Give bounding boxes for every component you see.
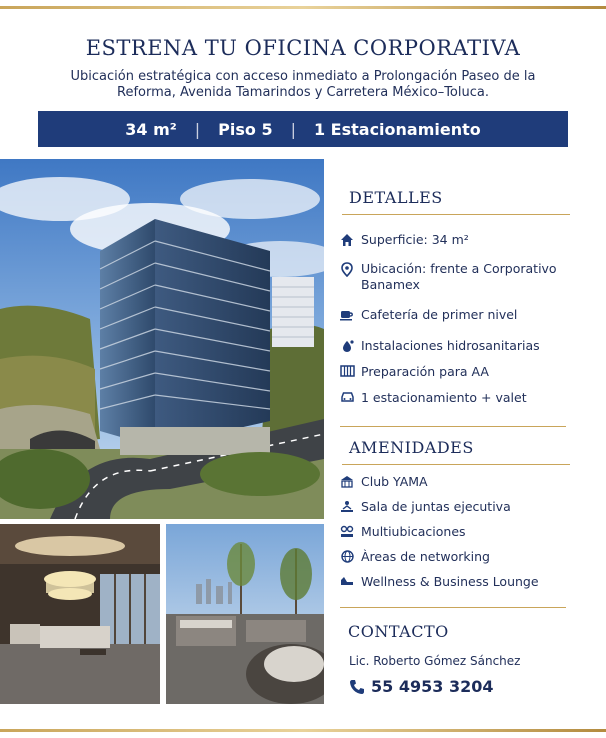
amenity-row (338, 474, 570, 490)
amenity-item-meeting (338, 499, 570, 515)
car-icon (338, 391, 356, 403)
bottom-gold-border (0, 729, 606, 732)
contact-title: CONTACTO (348, 622, 449, 641)
highlight-separator: | (194, 119, 201, 139)
amenities-divider (342, 464, 570, 465)
amenity-text: Àreas de networking (361, 549, 490, 564)
amenity-item-lounge (338, 574, 570, 590)
highlights-bar (38, 111, 568, 147)
highlight-separator: | (290, 119, 296, 139)
air-conditioning-icon (338, 365, 356, 377)
detail-text: Superficie: 34 m² (361, 232, 469, 247)
amenity-text: Wellness & Business Lounge (361, 574, 539, 589)
detail-text: Instalaciones hidrosanitarias (361, 338, 540, 353)
amenity-item-club (338, 474, 570, 490)
amenity-row (338, 524, 570, 540)
page-subtitle: Ubicación estratégica con acceso inmediato a Prolongación Paseo de la Reforma, Avenida Tamarindos y Carretera México–Toluca. (70, 69, 536, 100)
detail-row (338, 390, 570, 406)
phone-icon (349, 679, 365, 695)
contact-phone[interactable] (349, 677, 493, 696)
details-title: DETALLES (349, 188, 443, 207)
amenity-text: Multiubicaciones (361, 524, 466, 539)
detail-text: Cafetería de primer nivel (361, 307, 518, 322)
details-divider (342, 214, 570, 215)
detail-text: 1 estacionamiento + valet (361, 390, 527, 405)
amenity-item-networking (338, 549, 570, 565)
highlight-area: 34 m² (125, 119, 177, 139)
coffee-cup-icon (338, 308, 356, 321)
contact-name: Lic. Roberto Gómez Sánchez (349, 654, 521, 668)
building-photo (0, 159, 324, 519)
detail-item-plumbing (338, 338, 570, 354)
detail-item-cafe (338, 307, 570, 323)
detail-text: Ubicación: frente a Corporativo Banamex (361, 261, 557, 292)
details-list (338, 232, 570, 252)
water-drop-icon (338, 339, 356, 353)
building-icon (338, 475, 356, 488)
section-divider (340, 607, 566, 608)
amenity-row (338, 574, 570, 590)
detail-item-ac (338, 364, 570, 380)
page-title: ESTRENA TU OFICINA CORPORATIVA (85, 36, 521, 60)
top-gold-border (0, 6, 606, 9)
lobby-photo (0, 524, 160, 704)
meeting-icon (338, 500, 356, 513)
detail-row (338, 338, 570, 354)
amenity-row (338, 549, 570, 565)
lounge-icon (338, 575, 356, 587)
location-pin-icon (338, 262, 356, 277)
phone-number: 55 4953 3204 (371, 677, 494, 696)
amenity-row (338, 499, 570, 515)
multi-location-icon (338, 525, 356, 538)
detail-item-parking (338, 390, 570, 406)
detail-row (338, 261, 570, 293)
section-divider (340, 426, 566, 427)
highlight-parking: 1 Estacionamiento (313, 119, 481, 139)
details-section (338, 188, 570, 215)
globe-network-icon (338, 550, 356, 563)
terrace-photo (166, 524, 324, 704)
home-icon (338, 233, 356, 247)
amenity-text: Club YAMA (361, 474, 428, 489)
amenity-item-multi (338, 524, 570, 540)
detail-text: Preparación para AA (361, 364, 489, 379)
amenities-title: AMENIDADES (349, 438, 474, 457)
detail-item-location (338, 261, 570, 293)
detail-row (338, 364, 570, 380)
detail-item-area (338, 232, 570, 252)
amenities-section (338, 438, 570, 465)
highlight-floor: Piso 5 (218, 119, 273, 139)
detail-row (338, 307, 570, 323)
contact-section (338, 622, 570, 641)
amenity-text: Sala de juntas ejecutiva (361, 499, 511, 514)
